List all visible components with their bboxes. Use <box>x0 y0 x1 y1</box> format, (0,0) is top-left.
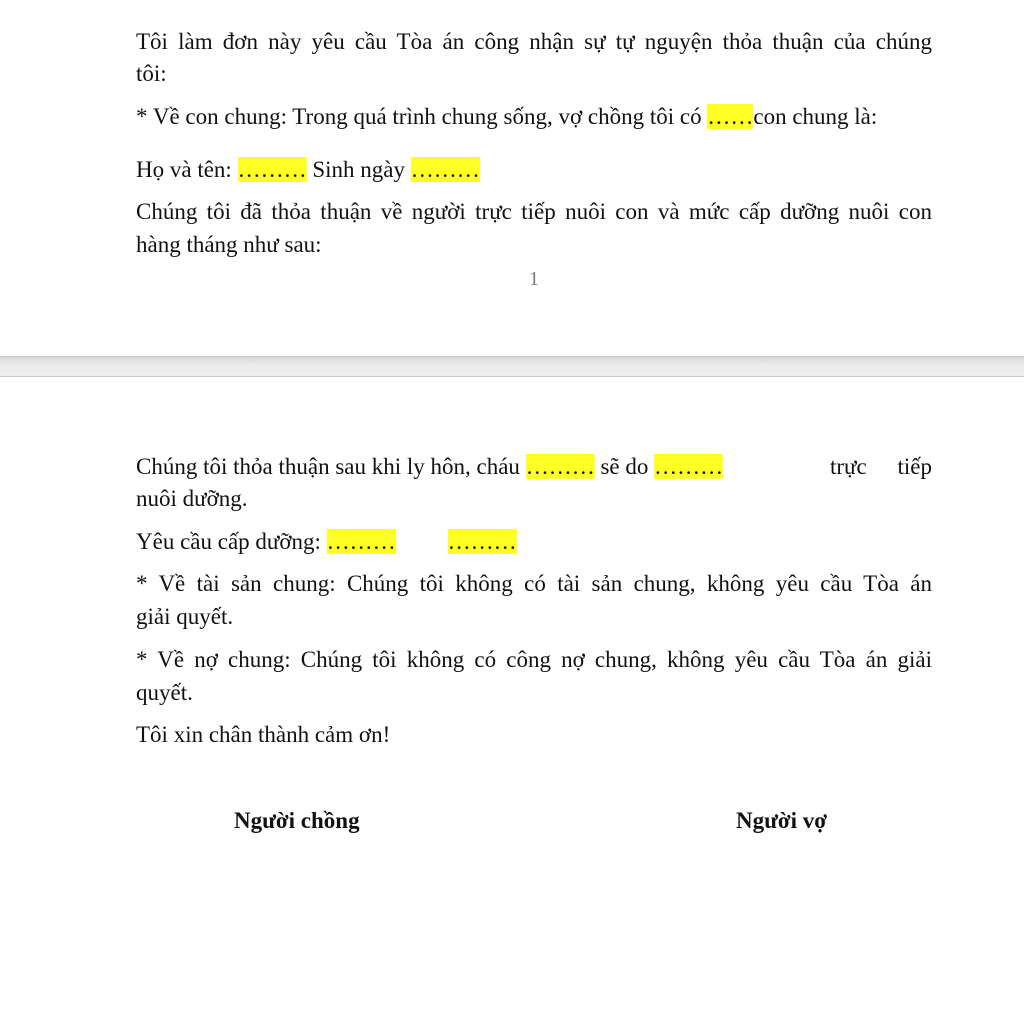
assets-line-1: * Về tài sản chung: Chúng tôi không có tài sản chung, không yêu cầu Tòa án <box>136 571 932 596</box>
agreement-se-do: sẽ do <box>594 454 655 479</box>
child-blank[interactable]: ……… <box>525 454 595 479</box>
document-page-1 <box>0 0 1024 356</box>
request-line-2: tôi: <box>136 61 167 86</box>
support-label: Yêu cầu cấp dưỡng: <box>136 529 327 554</box>
children-count-blank[interactable]: …… <box>707 104 754 129</box>
children-text: * Về con chung: Trong quá trình chung sống, vợ chồng tôi có <box>136 104 708 129</box>
guardian-blank[interactable]: ……… <box>654 454 724 479</box>
name-label: Họ và tên: <box>136 157 238 182</box>
support-line <box>136 526 932 558</box>
agreement-text: Chúng tôi thỏa thuận sau khi ly hôn, cháu <box>136 454 526 479</box>
custody-line-2: hàng tháng như sau: <box>136 232 322 257</box>
child-birth-blank[interactable]: ……… <box>410 157 480 182</box>
agreement-truc: trực <box>830 454 867 479</box>
birth-label: Sinh ngày <box>306 157 411 182</box>
thanks-line: Tôi xin chân thành cảm ơn! <box>136 722 391 747</box>
agreement-tiep: tiếp <box>897 454 932 479</box>
children-line <box>136 101 932 133</box>
page-break <box>0 356 1024 377</box>
agreement-line-2: nuôi dưỡng. <box>136 486 248 511</box>
signature-husband: Người chồng <box>234 808 360 833</box>
support-blank-1[interactable]: ……… <box>326 529 396 554</box>
custody-line-1: Chúng tôi đã thỏa thuận về người trực tiếp nuôi con và mức cấp dưỡng nuôi con <box>136 199 932 224</box>
support-blank-2[interactable]: ……… <box>447 529 517 554</box>
debt-line-2: quyết. <box>136 680 193 705</box>
signature-wife: Người vợ <box>736 808 828 833</box>
page-number: 1 <box>529 268 539 290</box>
children-text-end: con chung là: <box>753 104 878 129</box>
agreement-line-1 <box>136 451 932 483</box>
request-line-1: Tôi làm đơn này yêu cầu Tòa án công nhận sự tự nguyện thỏa thuận của chúng <box>136 29 932 54</box>
debt-line-1: * Về nợ chung: Chúng tôi không có công nợ chung, không yêu cầu Tòa án giải <box>136 647 932 672</box>
child-name-blank[interactable]: ……… <box>237 157 307 182</box>
document-page-2 <box>0 377 1024 1024</box>
assets-line-2: giải quyết. <box>136 604 234 629</box>
child-info-line <box>136 154 932 186</box>
